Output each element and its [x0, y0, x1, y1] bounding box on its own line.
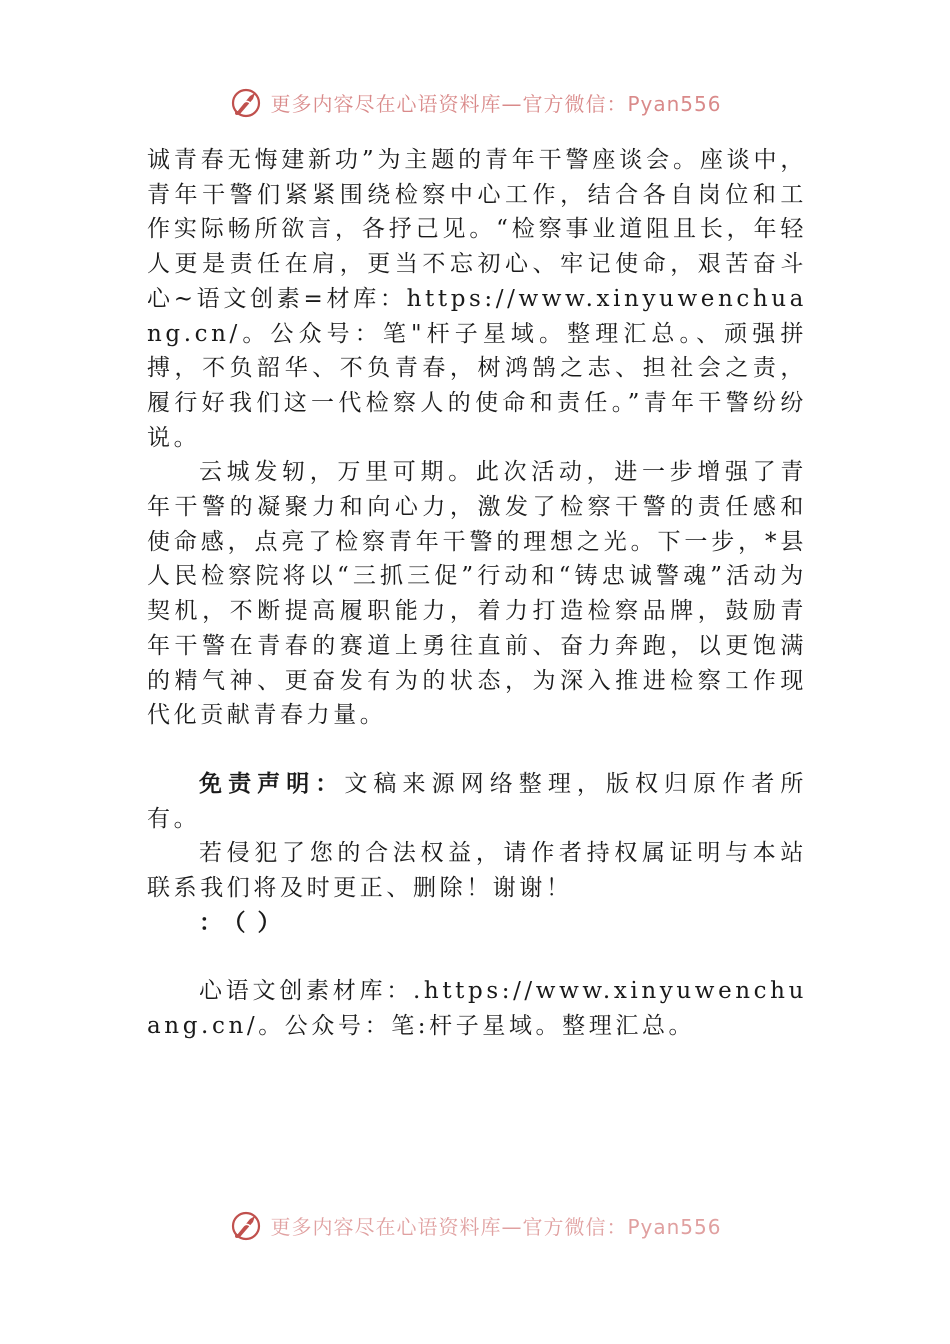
colon-paren-line: ：（） [199, 909, 293, 936]
disclaimer-label: 免责声明： [199, 770, 345, 797]
disclaimer-contact-paragraph: 若侵犯了您的合法权益，请作者持权属证明与本站联系我们将及时更正、删除！谢谢！ [147, 840, 807, 902]
source-line: 心语文创素材库：.https://www.xinyuwenchuang.cn/。公众号：笔:杆子星域。整理汇总。 [147, 978, 807, 1040]
footer-banner-text: 更多内容尽在心语资料库—官方微信：Pyan556 [270, 1214, 722, 1239]
paragraph-spacer [147, 733, 807, 767]
paragraph-conclusion: 云城发轫，万里可期。此次活动，进一步增强了青年干警的凝聚力和向心力，激发了检察干警的责任感和使命感，点亮了检察青年干警的理想之光。下一步，*县人民检察院将以“三抓三促”行动和“铸忠诚警魂”活动为契机，不断提高履职能力，着力打造检察品牌，鼓励青年干警在青春的赛道上勇往直前、奋力奔跑，以更饱满的精气神、更奋发有为的状态，为深入推进检察工作现代化贡献青春力量。 [147, 459, 807, 729]
disclaimer-text: 文稿来源网络整理，版权归原作者所有。 [147, 770, 808, 832]
document-body [147, 143, 807, 1044]
paragraph-spacer [147, 940, 807, 974]
header-banner-text: 更多内容尽在心语资料库—官方微信：Pyan556 [270, 91, 722, 116]
paragraph-forum-summary: 诚青春无悔建新功”为主题的青年干警座谈会。座谈中，青年干警们紧紧围绕检察中心工作，结合各自岗位和工作实际畅所欲言，各抒己见。“检察事业道阻且长，年轻人更是责任在肩，更当不忘初心、牢记使命，艰苦奋斗心~语文创素=材库：https://www.xinyuwenchuang.cn/。公众号：笔"杆子星域。整理汇总。、顽强拼搏，不负韶华、不负青春，树鸿鹄之志、担社会之责，履行好我们这一代检察人的使命和责任。”青年干警纷纷说。 [147, 147, 807, 451]
disclaimer-paragraph [147, 767, 807, 836]
footer-banner [0, 1207, 950, 1243]
pen-nib-logo-icon [228, 1207, 264, 1243]
header-banner [0, 84, 950, 120]
pen-nib-logo-icon [228, 84, 264, 120]
